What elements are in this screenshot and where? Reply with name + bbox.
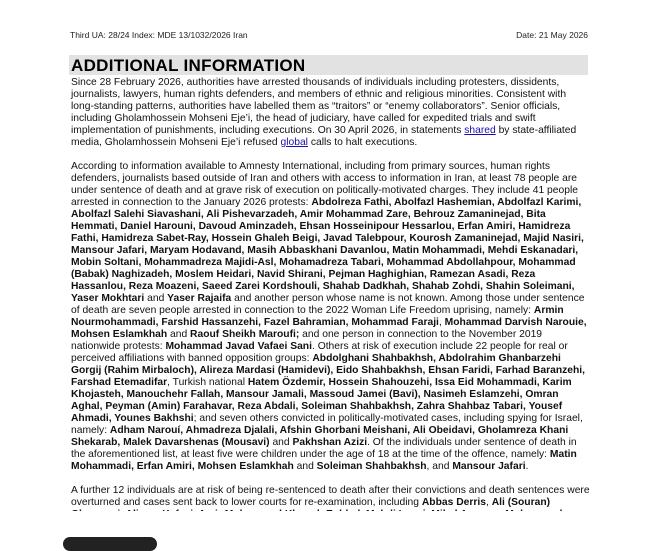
names-list: Hatem Özdemir, Hossein Shahouzehi, Issa Eid Mohammadi, Karim Khojasteh, Manouchehr Fallah, Mansour Jamali, Massoud Jamei (Bavi), Nasimeh Eslamzehi, Omran Aghal, Peyman (Amin) Farahavar, Reza Abdali, Soleiman Shahbakhsh, Zahra Shahbaz Tabari, Yousef Ahmadi, Younes Bakhshi (71, 377, 572, 424)
names-list: Adham Narouí, Ahmadreza Djalali, Afshin Ghorbani Meishani, Ali Obeidavi, Gholamreza Khani Shekarab, Malek Davarshenas (Mousavi) (71, 425, 569, 448)
section-title: ADDITIONAL INFORMATION (71, 56, 306, 75)
text: and one person in connection to the November 2019 nationwide protests: (71, 329, 543, 352)
text: . (525, 461, 529, 472)
link-shared[interactable]: shared (464, 125, 496, 136)
text: by state-affiliated media, Gholamhossein Mohseni Eje’i refused (71, 125, 577, 148)
paragraph-2 (71, 161, 591, 473)
names-list: Mohammad Darvish Narouie, Mohsen Eslamkhah (71, 317, 587, 340)
text: and (144, 293, 168, 304)
names-list: Ali (Souran) (491, 497, 551, 508)
document-date: Date: 21 May 2026 (516, 30, 588, 40)
document-header (70, 30, 588, 40)
names-list: Soleiman Shahbakhsh (316, 461, 427, 472)
text: and (167, 329, 191, 340)
text: calls to halt executions. (307, 137, 418, 148)
names-list: Abdolreza Fathi, Abolfazl Hashemian, Abdolfazl Karimi, Abolfazl Salehi Siavashani, Ali Pishevarzadeh, Amir Mohammad Zare, Behrouz Zamaninejad, Bita Hemmati, Daniel Harouni, Davoud Aminzadeh, Ehsan Hosseinipour Hessarlou, Erfan Amiri, Hamidreza Fathi, Hamidreza Sabet-Ray, Hossein Ghaleh Beigi, Javad Talebpour, Kourosh Zamaninejad, Majid Nasiri, Mansour Jafari, Maryam Hodavand, Masih Abbaskhani Davanlou, Matin Mohammadi, Mehdi Eskanadari, Mobin Soltani, Mohammadreza Majidi-Asl, Mohamadreza Tabari, Mohammad Abdollahpour, Mohammad (Babak) Naghizadeh, Moslem Heidari, Navid Shirani, Pejman Haghighian, Ramezan Asadi, Reza Hassanlou, Reza Moazeni, Saeed Zarei Kordshouli, Shahab Dadkhah, Shahab Zohdi, Shahin Soleimani, Yaser Mokhtari (71, 197, 584, 304)
document-reference: Third UA: 28/24 Index: MDE 13/1032/2026 Iran (70, 30, 248, 40)
text: . Of the individuals under sentence of death in the aforementioned list, at least five were children under the age of 18 at the time of the offence, namely: (71, 437, 577, 460)
names-list: Mohammad Javad Vafaei Sani (165, 341, 312, 352)
paragraph-1 (71, 77, 591, 149)
scroll-handle[interactable] (63, 537, 157, 551)
text: , and (426, 461, 453, 472)
names-list: Mansour Jafari (452, 461, 526, 472)
document-body (71, 77, 591, 545)
link-global[interactable]: global (280, 137, 308, 148)
text: and another person whose name is not known. Among those under sentence of death are seven people arrested in connection to the 2022 Woman Life Freedom uprising, namely: (71, 293, 585, 316)
names-list: Raouf Sheikh Maroufi; (190, 329, 300, 340)
names-list: Yaser Rajaifa (167, 293, 232, 304)
text: , (438, 317, 445, 328)
names-list: Pakhshan Azizi (292, 437, 368, 448)
names-list: Armin Nourmohammadi, Farshid Hassanzehi, Fazel Bahramian, Mohammad Faraji (71, 305, 564, 328)
text: . Others at risk of execution include 22 people for real or perceived affiliations with banned opposition groups: (71, 341, 568, 364)
text: and (293, 461, 317, 472)
text: , (485, 497, 492, 508)
text: According to information available to Amnesty International, including from primary sources, human rights defenders, journalists based outside of Iran and others with access to information in Iran, at least 78 people are under sentence of death and at grave risk of execution on politically-motivated charges. They include 41 people arrested in connection to the January 2026 protests: (71, 161, 578, 208)
names-list: Abbas Derris (421, 497, 486, 508)
text: A further 12 individuals are at risk of being re-sentenced to death after their convictions and death sentences were overturned and cases sent back to lower courts for re-examination, including (71, 485, 590, 508)
names-list: Matin Mohammadi, Erfan Amiri, Mohsen Eslamkhah (71, 449, 577, 472)
names-list: Abdolghani Shahbakhsh, Abdolrahim Ghanbarzehi Gorgij (Rahim Mirbaloch), Alireza Mardasi (Hamidevi), Eido Shahbakhsh, Ehsan Faridi, Farhad Baranzehi, Farshad Etemadifar (71, 353, 585, 388)
text: Since 28 February 2026, authorities have arrested thousands of individuals including protesters, dissidents, journalists, lawyers, human rights defenders, and members of ethnic and religious minorities. Consistent with long-standing patterns, authorities have labelled them as “traitors” or “enemy collaborators”. Senior officials, including Gholamhossein Mohseni Eje’i, the head of judiciary, have called for expedited trials and swift implementation of punishments, including executions. On 30 April 2026, in statements (71, 77, 567, 136)
text: and (269, 437, 293, 448)
text: ; and seven others convicted in politically-motivated cases, including spying for Israel, namely: (71, 413, 583, 436)
text: , Turkish national (167, 377, 248, 388)
